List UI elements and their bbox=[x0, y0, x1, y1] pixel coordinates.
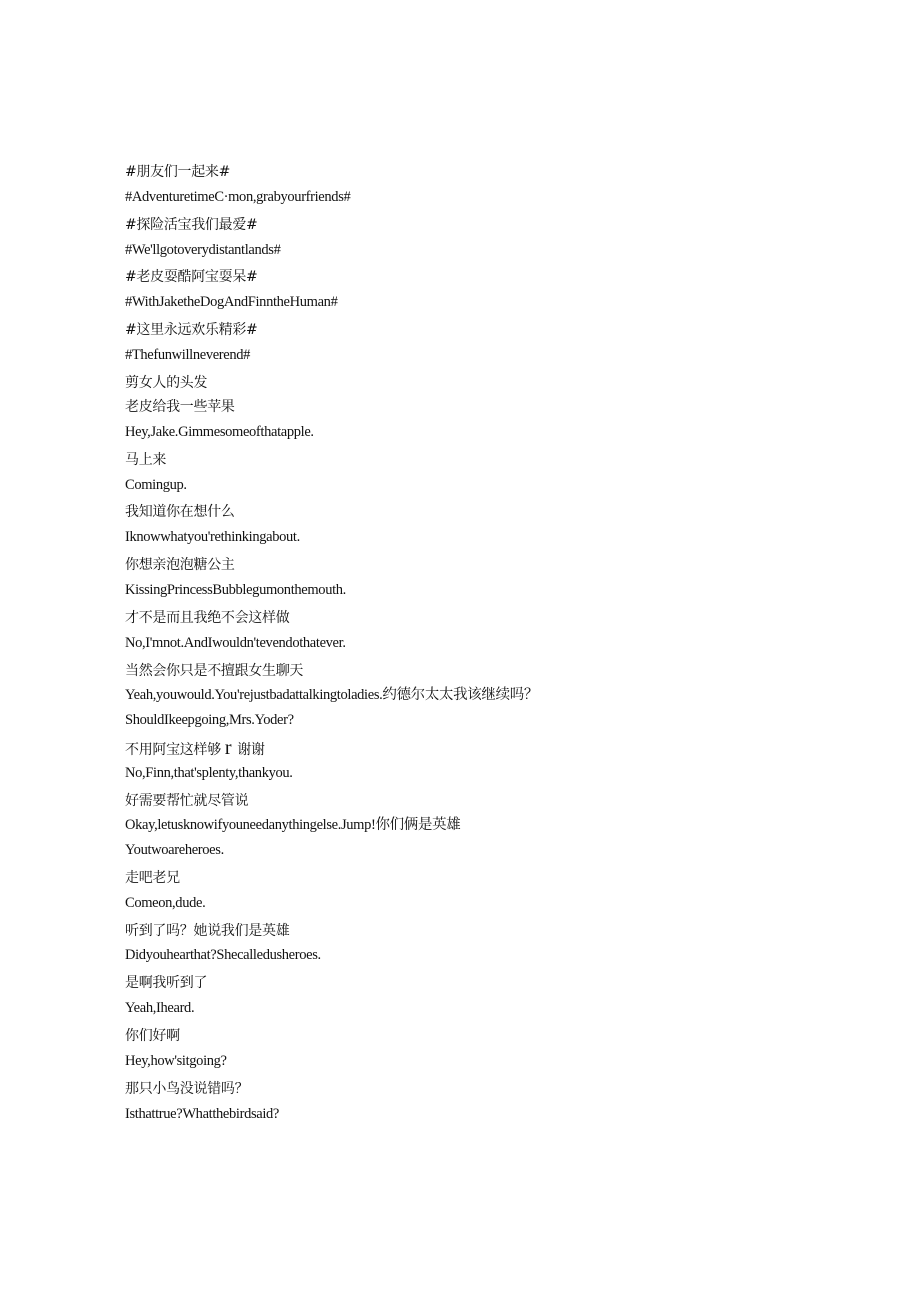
subtitle-line: 当然会你只是不擅跟女生聊天 bbox=[125, 663, 304, 679]
lyric-line: #探险活宝我们最爱# bbox=[125, 217, 258, 233]
subtitle-line: 我知道你在想什么 bbox=[125, 504, 235, 520]
subtitle-line: 你想亲泡泡糖公主 bbox=[125, 557, 235, 573]
subtitle-line: 听到了吗？她说我们是英雄 bbox=[125, 923, 290, 939]
subtitle-line: 那只小鸟没说错吗？ bbox=[125, 1081, 249, 1097]
subtitle-line: Iknowwhatyou'rethinkingabout. bbox=[125, 529, 300, 545]
lyric-line: #We'llgotoverydistantlands# bbox=[125, 242, 281, 258]
subtitle-line: KissingPrincessBubblegumonthemouth. bbox=[125, 582, 346, 598]
subtitle-line: 剪女人的头发 bbox=[125, 375, 208, 391]
lyric-line: #朋友们一起来# bbox=[125, 164, 231, 180]
subtitle-line: 走吧老兄 bbox=[125, 870, 180, 886]
subtitle-line: Yeah,youwould.You'rejustbadattalkingtoladies.约德尔太太我该继续吗？ bbox=[125, 687, 539, 703]
subtitle-line bbox=[125, 739, 265, 759]
stray-glyph: r bbox=[224, 737, 232, 759]
subtitle-fragment: 谢谢 bbox=[237, 742, 265, 758]
subtitle-line: 是啊我听到了 bbox=[125, 975, 208, 991]
lyric-line: #WithJaketheDogAndFinntheHuman# bbox=[125, 294, 338, 310]
subtitle-line: No,Finn,that'splenty,thankyou. bbox=[125, 765, 293, 781]
subtitle-line: Isthattrue?Whatthebirdsaid? bbox=[125, 1106, 280, 1122]
subtitle-line: Okay,letusknowifyouneedanythingelse.Jump!你们俩是英雄 bbox=[125, 817, 461, 833]
subtitle-line: 才不是而且我绝不会这样做 bbox=[125, 610, 290, 626]
subtitle-line: 马上来 bbox=[125, 452, 167, 468]
subtitle-line: No,I'mnot.AndIwouldn'tevendothatever. bbox=[125, 635, 346, 651]
subtitle-line: Comingup. bbox=[125, 477, 187, 493]
subtitle-line: 好需要帮忙就尽管说 bbox=[125, 793, 249, 809]
subtitle-line: Yeah,Iheard. bbox=[125, 1000, 195, 1016]
lyric-line: #老皮耍酷阿宝耍呆# bbox=[125, 269, 258, 285]
subtitle-fragment: 不用阿宝这样够 bbox=[125, 742, 221, 758]
subtitle-line: Youtwoareheroes. bbox=[125, 842, 224, 858]
subtitle-line: Hey,Jake.Gimmesomeofthatapple. bbox=[125, 424, 314, 440]
subtitle-line: 你们好啊 bbox=[125, 1028, 180, 1044]
subtitle-line: Comeon,dude. bbox=[125, 895, 206, 911]
lyric-line: #这里永远欢乐精彩# bbox=[125, 322, 258, 338]
subtitle-line: Didyouhearthat?Shecalledusheroes. bbox=[125, 947, 321, 963]
lyric-line: #AdventuretimeC·mon,grabyourfriends# bbox=[125, 189, 351, 205]
lyric-line: #Thefunwillneverend# bbox=[125, 347, 251, 363]
subtitle-line: Hey,how'sitgoing? bbox=[125, 1053, 227, 1069]
subtitle-line: ShouldIkeepgoing,Mrs.Yoder? bbox=[125, 712, 294, 728]
subtitle-line: 老皮给我一些苹果 bbox=[125, 399, 235, 415]
